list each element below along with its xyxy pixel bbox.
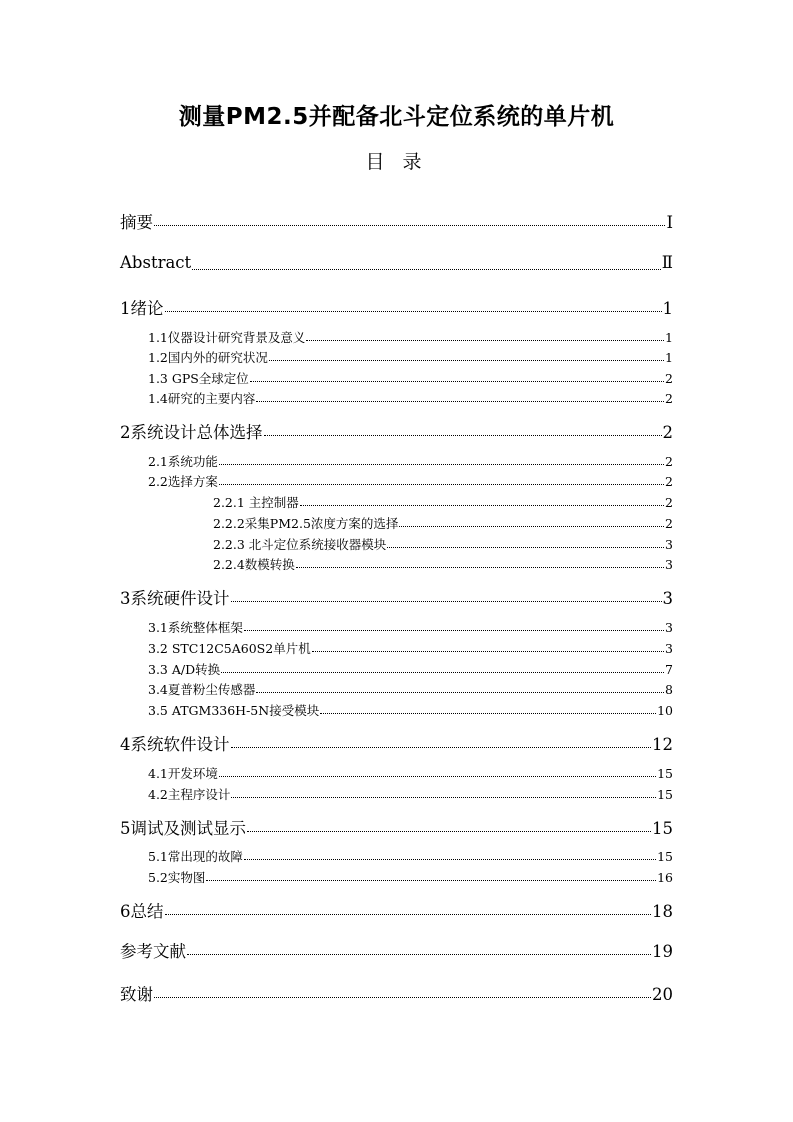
toc-leader-dots (219, 484, 664, 485)
toc-leader-dots (165, 914, 652, 915)
toc-entry[interactable] (148, 660, 673, 676)
toc-entry-page: 3 (665, 537, 673, 552)
toc-entry-label: 3.2 STC12C5A60S2单片机 (148, 641, 311, 656)
toc-entry-label: 1绪论 (120, 299, 164, 318)
toc-entry-label: 5.2实物图 (148, 870, 206, 885)
toc-entry-page: 3 (662, 589, 673, 608)
toc-entry-label: 2.2.4数模转换 (213, 557, 295, 572)
toc-leader-dots (247, 831, 651, 832)
toc-entry-label: 参考文献 (120, 942, 186, 961)
toc-entry-page: 2 (665, 454, 673, 469)
toc-entry-label: 1.4研究的主要内容 (148, 391, 256, 406)
document-title: 测量PM2.5并配备北斗定位系统的单片机 (178, 104, 615, 130)
toc-entry-label: 致谢 (120, 985, 153, 1004)
toc-entry-page: 3 (665, 620, 673, 635)
toc-entry[interactable] (213, 535, 673, 551)
toc-entry[interactable] (120, 253, 673, 275)
toc-entry-page: 20 (652, 985, 673, 1004)
toc-heading: 目 录 (365, 151, 428, 173)
toc-entry-page: 1 (665, 350, 673, 365)
toc-entry[interactable] (148, 680, 673, 696)
toc-entry[interactable] (120, 815, 673, 837)
toc-entry-label: 3.5 ATGM336H-5N接受模块 (148, 703, 320, 718)
toc-leader-dots (387, 547, 664, 548)
toc-leader-dots (219, 464, 664, 465)
toc-leader-dots (312, 651, 664, 652)
toc-leader-dots (320, 713, 656, 714)
toc-leader-dots (256, 692, 664, 693)
toc-entry-page: 18 (652, 902, 673, 921)
toc-entry[interactable] (148, 847, 673, 863)
toc-leader-dots (231, 601, 662, 602)
toc-entry[interactable] (148, 701, 673, 717)
toc-entry-label: 4系统软件设计 (120, 735, 230, 754)
toc-entry[interactable] (148, 389, 673, 405)
toc-leader-dots (165, 311, 662, 312)
toc-entry-label: 6总结 (120, 902, 164, 921)
toc-entry-label: 5.1常出现的故障 (148, 849, 243, 864)
toc-entry-label: 2.2.1 主控制器 (213, 495, 299, 510)
toc-leader-dots (250, 381, 664, 382)
toc-leader-dots (256, 401, 664, 402)
toc-entry-page: 15 (652, 819, 673, 838)
toc-entry[interactable] (148, 328, 673, 344)
toc-entry-page: 10 (657, 703, 673, 718)
toc-entry-label: 1.3 GPS全球定位 (148, 371, 249, 386)
toc-leader-dots (300, 505, 664, 506)
toc-entry[interactable] (148, 452, 673, 468)
toc-entry-page: 1 (662, 299, 673, 318)
toc-entry-page: 15 (657, 849, 673, 864)
toc-entry-page: 7 (665, 662, 673, 677)
toc-entry-label: 4.1开发环境 (148, 766, 218, 781)
toc-entry-page: 2 (665, 516, 673, 531)
toc-entry-page: 19 (652, 942, 673, 961)
toc-leader-dots (306, 340, 664, 341)
toc-entry-page: 2 (665, 371, 673, 386)
toc-leader-dots (219, 776, 656, 777)
toc-leader-dots (264, 435, 662, 436)
toc-entry-page: 8 (665, 682, 673, 697)
toc-entry-label: 3.4夏普粉尘传感器 (148, 682, 256, 697)
toc-entry-page: 2 (662, 423, 673, 442)
toc-entry[interactable] (120, 938, 673, 960)
toc-leader-dots (244, 630, 664, 631)
toc-leader-dots (269, 360, 664, 361)
toc-entry-label: 2.2.2采集PM2.5浓度方案的选择 (213, 516, 399, 531)
toc-entry-page: 3 (665, 641, 673, 656)
toc-leader-dots (399, 526, 664, 527)
toc-entry-page: Ⅱ (661, 253, 673, 272)
toc-entry[interactable] (213, 514, 673, 530)
toc-entry-page: 2 (665, 391, 673, 406)
toc-entry[interactable] (213, 493, 673, 509)
toc-leader-dots (192, 269, 661, 270)
toc-entry[interactable] (120, 731, 673, 753)
toc-entry-page: Ⅰ (666, 213, 673, 232)
toc-entry[interactable] (148, 369, 673, 385)
toc-entry-label: 3.3 A/D转换 (148, 662, 221, 677)
toc-entry[interactable] (120, 898, 673, 920)
toc-entry[interactable] (148, 348, 673, 364)
toc-entry[interactable] (148, 618, 673, 634)
toc-entry[interactable] (148, 764, 673, 780)
toc-entry-label: 3.1系统整体框架 (148, 620, 243, 635)
toc-leader-dots (206, 880, 656, 881)
toc-leader-dots (154, 225, 665, 226)
toc-entry[interactable] (120, 295, 673, 317)
toc-entry-label: 2系统设计总体选择 (120, 423, 263, 442)
toc-leader-dots (154, 997, 651, 998)
toc-entry[interactable] (120, 419, 673, 441)
toc-entry-label: 5调试及测试显示 (120, 819, 246, 838)
toc-entry-page: 3 (665, 557, 673, 572)
toc-leader-dots (221, 672, 664, 673)
toc-entry-page: 1 (665, 330, 673, 345)
toc-entry[interactable] (148, 639, 673, 655)
toc-entry[interactable] (120, 981, 673, 1003)
toc-entry[interactable] (148, 785, 673, 801)
toc-entry[interactable] (148, 472, 673, 488)
toc-entry-page: 2 (665, 474, 673, 489)
toc-entry[interactable] (120, 209, 673, 231)
toc-leader-dots (296, 567, 664, 568)
toc-entry-label: Abstract (120, 253, 192, 272)
toc-entry-label: 2.2选择方案 (148, 474, 218, 489)
toc-entry-label: 1.2国内外的研究状况 (148, 350, 268, 365)
toc-leader-dots (244, 859, 656, 860)
toc-leader-dots (231, 797, 656, 798)
toc-entry[interactable] (213, 555, 673, 571)
toc-entry-label: 2.1系统功能 (148, 454, 218, 469)
toc-entry-page: 12 (652, 735, 673, 754)
toc-entry-label: 3系统硬件设计 (120, 589, 230, 608)
toc-entry-label: 摘要 (120, 213, 153, 232)
toc-entry-page: 2 (665, 495, 673, 510)
toc-entry-page: 15 (657, 787, 673, 802)
toc-entry-label: 2.2.3 北斗定位系统接收器模块 (213, 537, 387, 552)
toc-leader-dots (231, 747, 652, 748)
toc-entry-label: 4.2主程序设计 (148, 787, 231, 802)
toc-leader-dots (187, 954, 651, 955)
toc-entry-page: 16 (657, 870, 673, 885)
toc-entry[interactable] (148, 868, 673, 884)
toc-entry-page: 15 (657, 766, 673, 781)
toc-entry[interactable] (120, 585, 673, 607)
toc-entry-label: 1.1仪器设计研究背景及意义 (148, 330, 306, 345)
